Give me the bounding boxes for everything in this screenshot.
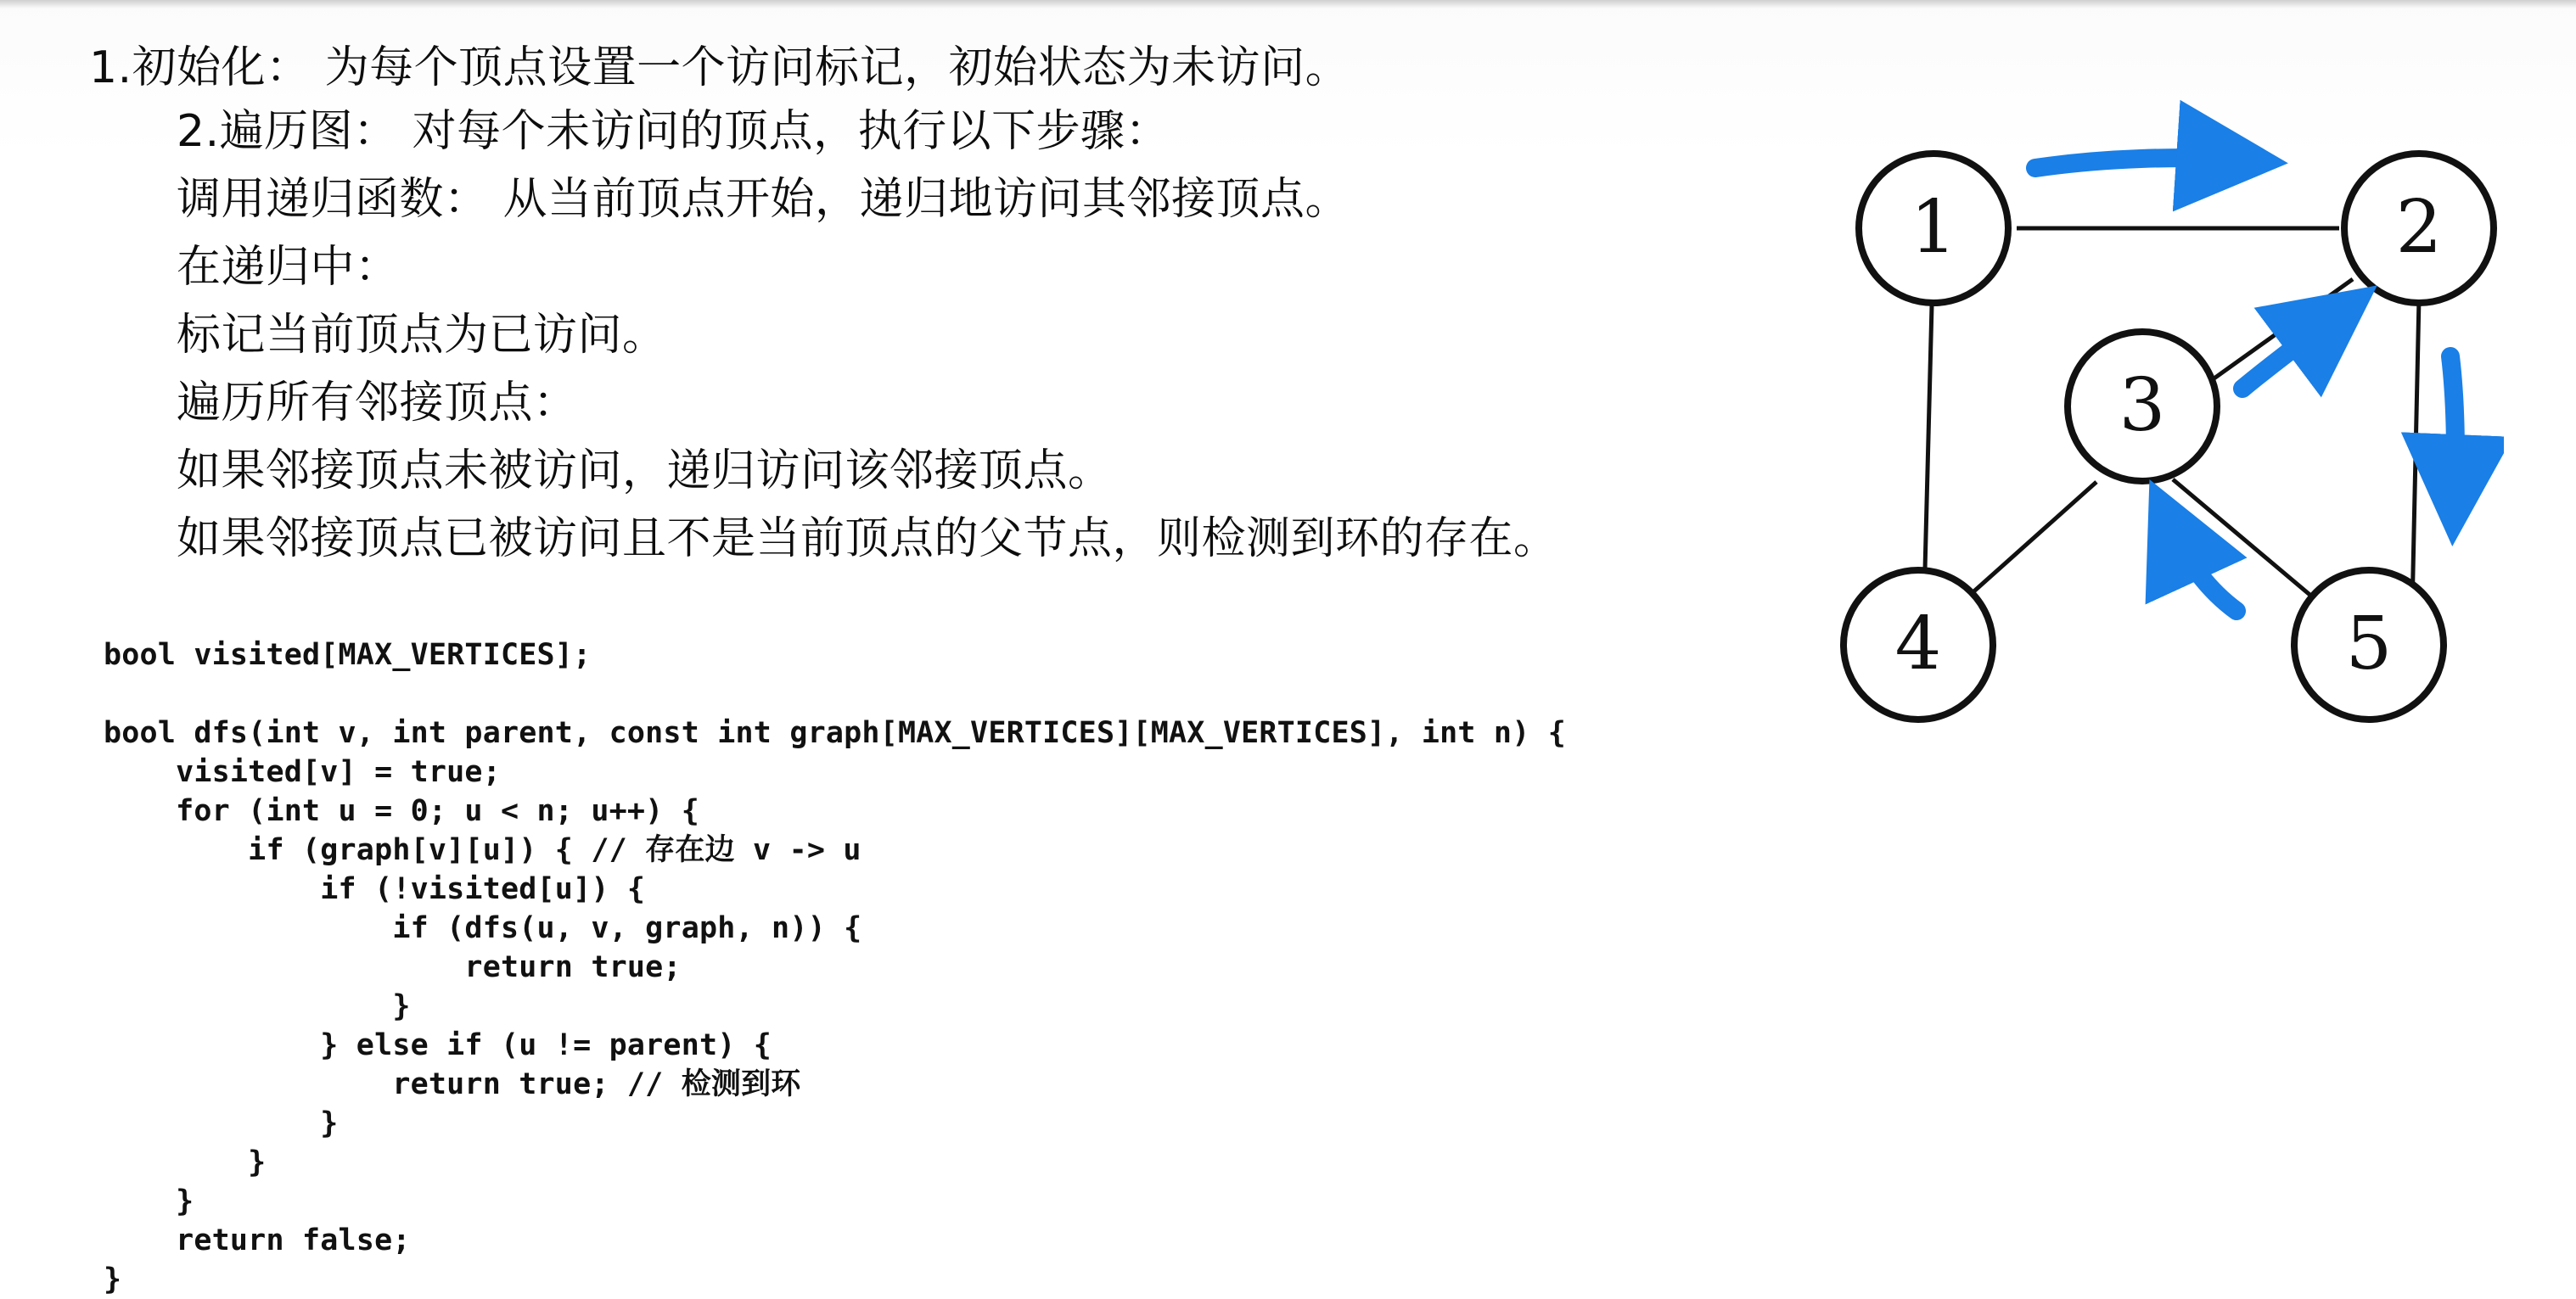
arrow-1-to-2 <box>2035 158 2232 168</box>
arrow-5-to-3 <box>2173 530 2236 611</box>
node-label: 3 <box>2119 363 2166 448</box>
code-line: if (!visited[u]) { <box>104 872 646 906</box>
code-line: return true; <box>104 950 682 984</box>
code-line: } <box>104 1263 122 1296</box>
code-line: if (dfs(u, v, graph, n)) { <box>104 911 862 945</box>
code-line: bool visited[MAX_VERTICES]; <box>104 638 592 672</box>
arrow-3-to-2 <box>2242 319 2332 389</box>
graph-node <box>2294 570 2444 719</box>
step-line: 如果邻接顶点未被访问，递归访问该邻接顶点。 <box>177 445 1113 496</box>
code-line: if (graph[v][u]) { // 存在边 v -> u <box>104 833 861 867</box>
code-line: } else if (u != parent) { <box>104 1028 772 1062</box>
step-line: 在递归中： <box>177 242 400 293</box>
graph-node <box>2068 332 2217 481</box>
code-line: bool dfs(int v, int parent, const int graph[MAX_VERTICES][MAX_VERTICES], int n) { <box>104 716 1567 750</box>
code-line: visited[v] = true; <box>104 755 501 789</box>
code-line: } <box>104 1106 339 1140</box>
step-line: 标记当前顶点为已访问。 <box>177 310 667 361</box>
node-label: 4 <box>1894 602 1942 686</box>
code-line: return false; <box>104 1223 411 1257</box>
graph-nodes <box>1844 154 2494 719</box>
step-line: 遍历所有邻接顶点： <box>177 378 578 428</box>
code-line: } <box>104 989 411 1023</box>
graph-node <box>2344 154 2494 303</box>
arrow-2-to-5 <box>2450 356 2455 490</box>
edge-1-4 <box>1924 305 1932 602</box>
graph-diagram <box>1825 93 2504 772</box>
code-line: return true; // 检测到环 <box>104 1067 801 1101</box>
graph-node <box>1859 154 2008 303</box>
step-line: 1.初始化： 为每个顶点设置一个访问标记，初始状态为未访问。 <box>89 42 1350 93</box>
code-line: for (int u = 0; u < n; u++) { <box>104 794 699 828</box>
step-line: 2.遍历图： 对每个未访问的顶点，执行以下步骤： <box>177 106 1170 157</box>
node-label: 2 <box>2395 185 2443 270</box>
graph-svg <box>1825 93 2504 772</box>
code-line: } <box>104 1184 194 1218</box>
graph-node <box>1844 570 1993 719</box>
edge-3-4 <box>1969 482 2096 596</box>
code-line: } <box>104 1145 267 1179</box>
edge-3-5 <box>2173 479 2329 611</box>
edge-2-5 <box>2412 299 2419 611</box>
node-label: 5 <box>2345 602 2393 686</box>
step-line: 调用递归函数： 从当前顶点开始，递归地访问其邻接顶点。 <box>177 174 1350 225</box>
node-label: 1 <box>1910 185 1957 270</box>
step-line: 如果邻接顶点已被访问且不是当前顶点的父节点，则检测到环的存在。 <box>177 513 1558 564</box>
